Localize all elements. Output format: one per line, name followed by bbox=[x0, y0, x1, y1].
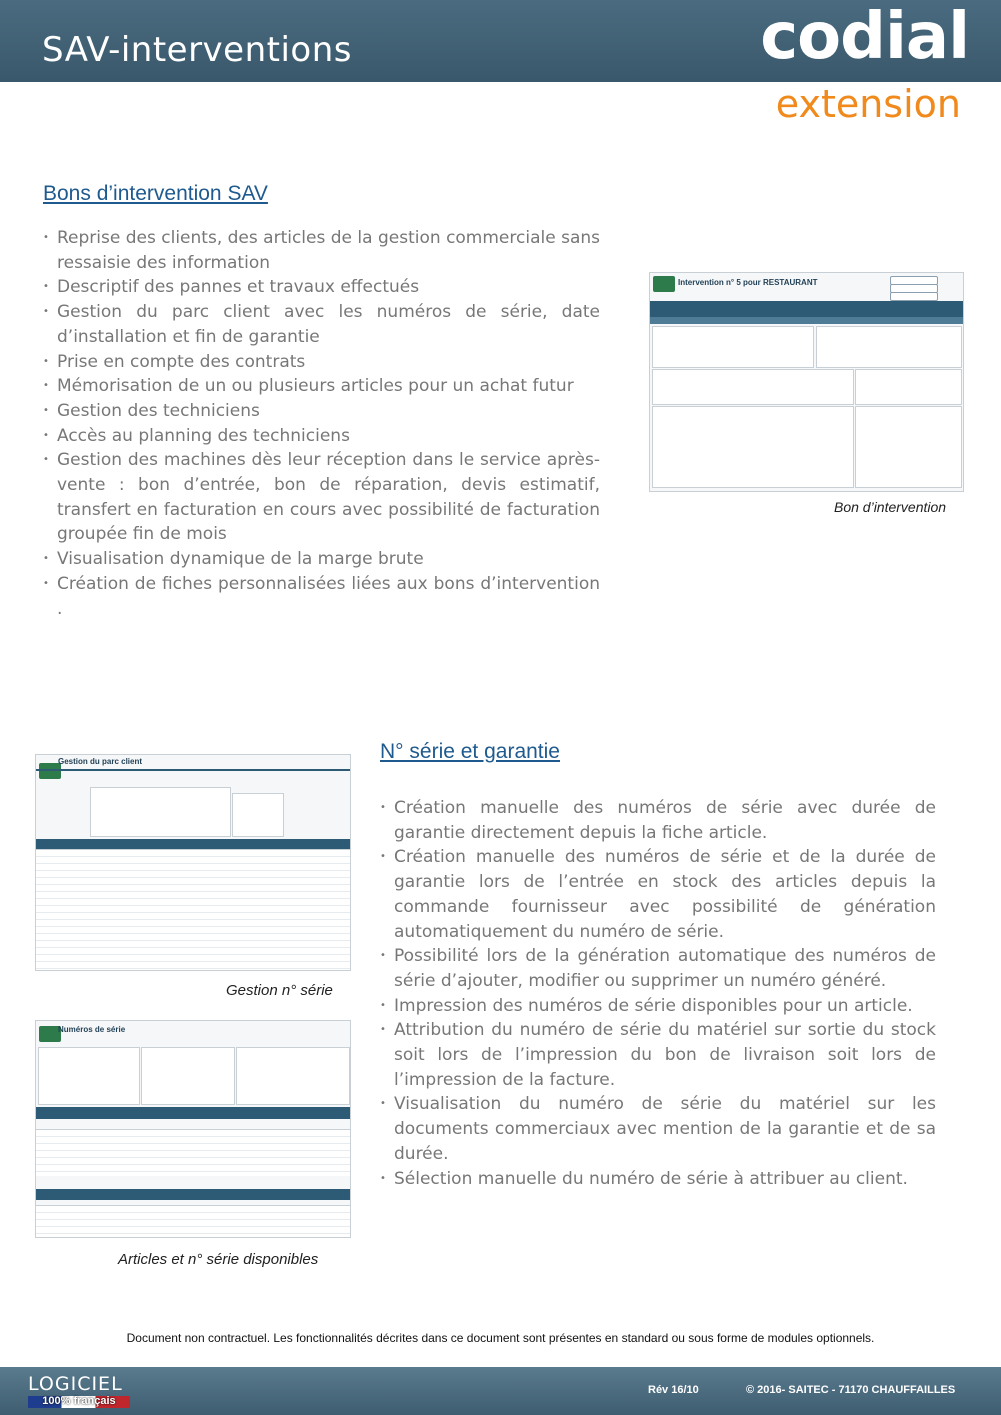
page-footer bbox=[0, 1367, 1001, 1415]
caption-bon-intervention: Bon d’intervention bbox=[834, 499, 947, 515]
screenshot-tabs bbox=[650, 317, 963, 324]
bullet-item: • Sélection manuelle du numéro de série à attribuer au client. bbox=[380, 1167, 936, 1192]
screenshot-button bbox=[890, 292, 938, 301]
screenshot-filter-panel bbox=[38, 1047, 140, 1105]
section-title-serie-garantie: N° série et garantie bbox=[380, 740, 560, 763]
caption-articles-serie: Articles et n° série disponibles bbox=[118, 1251, 319, 1268]
screenshot-title: Numéros de série bbox=[58, 1025, 126, 1034]
bullet-item: • Prise en compte des contrats bbox=[43, 350, 600, 375]
screenshot-form-panel bbox=[816, 326, 962, 368]
screenshot-grid-rows bbox=[36, 1129, 350, 1176]
bullet-item: • Gestion des machines dès leur réception dans le service après-vente : bon d’entrée, bon de réparation, devis estimatif, transfert en facturation en cours avec possibilité de facturation groupée fin de mois bbox=[43, 448, 600, 547]
bullet-item: • Gestion des techniciens bbox=[43, 399, 600, 424]
section-title-bons-intervention: Bons d’intervention SAV bbox=[43, 182, 268, 205]
screenshot-parc-client bbox=[35, 754, 351, 971]
screenshot-title: Gestion du parc client bbox=[58, 757, 143, 766]
screenshot-form-panel bbox=[652, 326, 814, 368]
screenshot-date-panel bbox=[232, 793, 284, 837]
bullet-item: • Création manuelle des numéros de série et de la durée de garantie lors de l’entrée en stock des articles depuis la commande fournisseur avec possibilité de génération automatiquement du numéro de série. bbox=[380, 845, 936, 944]
screenshot-grid-header bbox=[36, 1107, 350, 1119]
logiciel-label: LOGICIEL bbox=[28, 1373, 123, 1395]
bullet-item: • Accès au planning des techniciens bbox=[43, 424, 600, 449]
bullet-list-serie-garantie bbox=[380, 796, 936, 1191]
bullet-item: • Gestion du parc client avec les numéros de série, date d’installation et fin de garantie bbox=[43, 300, 600, 349]
bullet-item: • Attribution du numéro de série du matériel sur sortie du stock soit lors de l’impression du bon de livraison soit lors de l’impression de la facture. bbox=[380, 1018, 936, 1092]
bullet-item: • Création manuelle des numéros de série avec durée de garantie directement depuis la fiche article. bbox=[380, 796, 936, 845]
bullet-list-bons-intervention bbox=[43, 226, 600, 621]
screenshot-grid-rows bbox=[36, 849, 350, 971]
screenshot-search-panel bbox=[90, 787, 231, 837]
copyright-label: © 2016- SAITEC - 71170 CHAUFFAILLES bbox=[746, 1384, 956, 1396]
revision-label: Rév 16/10 bbox=[648, 1384, 699, 1396]
screenshot-title-bar bbox=[36, 769, 350, 771]
disclaimer: Document non contractuel. Les fonctionnalités décrites dans ce document sont présentes en standard ou sous forme de modules optionnels. bbox=[126, 1331, 875, 1345]
screenshot-filter-panel bbox=[236, 1047, 350, 1105]
screenshot-toolbar bbox=[650, 301, 963, 317]
bullet-item: • Mémorisation de un ou plusieurs articles pour un achat futur bbox=[43, 374, 600, 399]
bullet-item: • Reprise des clients, des articles de la gestion commerciale sans ressaisie des information bbox=[43, 226, 600, 275]
screenshot-title: Intervention n° 5 pour RESTAURANT bbox=[678, 278, 818, 287]
bullet-item: • Création de fiches personnalisées liées aux bons d’intervention . bbox=[43, 572, 600, 621]
bullet-item: • Descriptif des pannes et travaux effectués bbox=[43, 275, 600, 300]
bullet-item: • Impression des numéros de série disponibles pour un article. bbox=[380, 994, 936, 1019]
bullet-item: • Visualisation dynamique de la marge brute bbox=[43, 547, 600, 572]
bullet-item: • Possibilité lors de la génération automatique des numéros de série d’ajouter, modifier ou supprimer un numéro généré. bbox=[380, 944, 936, 993]
screenshot-address-panel bbox=[652, 406, 854, 488]
caption-gestion-serie: Gestion n° série bbox=[226, 982, 333, 999]
screenshot-text-panel bbox=[652, 369, 854, 405]
screenshot-history-rows bbox=[36, 1205, 350, 1238]
screenshot-grid-header bbox=[36, 839, 350, 849]
intervention-icon bbox=[653, 276, 675, 292]
bullet-item: • Visualisation du numéro de série du matériel sur les documents commerciaux avec mention de la garantie et de sa durée. bbox=[380, 1092, 936, 1166]
screenshot-history-header bbox=[36, 1189, 350, 1200]
screenshot-filter-panel bbox=[141, 1047, 235, 1105]
screenshot-technician-panel bbox=[855, 369, 962, 405]
french-flag-badge bbox=[28, 1396, 130, 1408]
codial-logo-extension: extension bbox=[775, 82, 961, 126]
screenshot-bon-intervention bbox=[649, 272, 964, 492]
flag-label: 100% français bbox=[42, 1395, 116, 1407]
screenshot-numeros-serie bbox=[35, 1020, 351, 1238]
screenshot-totals-panel bbox=[855, 406, 962, 488]
page-title: SAV-interventions bbox=[42, 30, 352, 70]
codial-logo: codial bbox=[760, 0, 969, 74]
